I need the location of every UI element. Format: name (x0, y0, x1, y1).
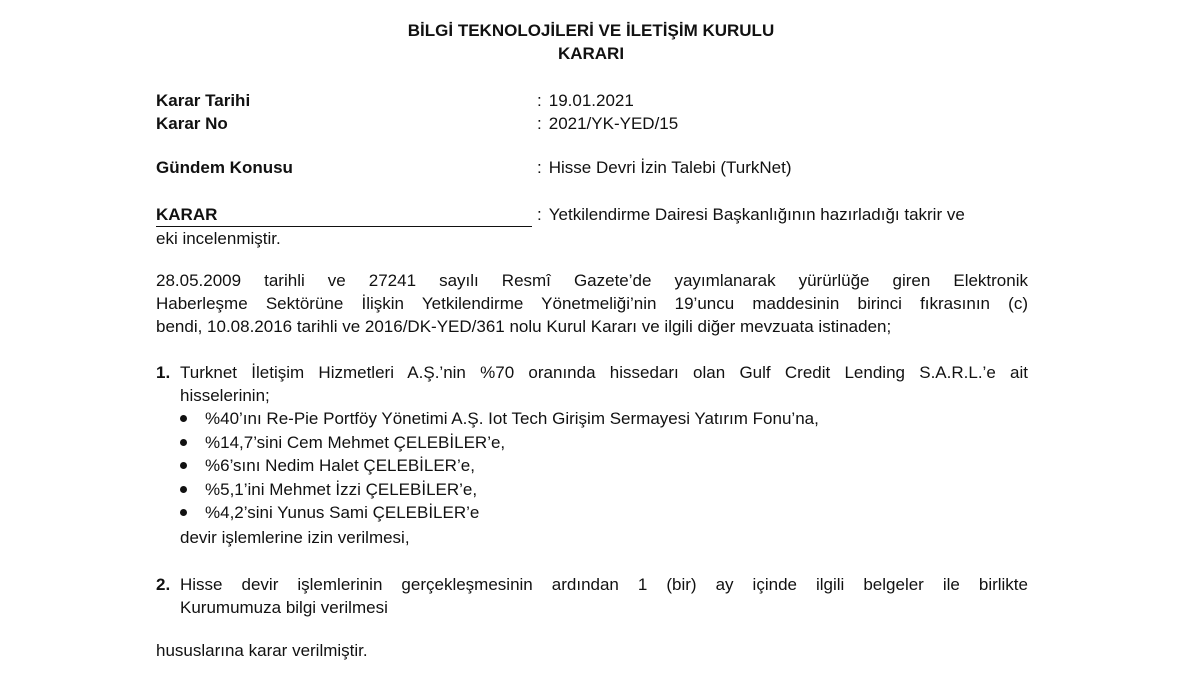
bullet-icon (180, 415, 187, 422)
number-value: 2021/YK-YED/15 (548, 114, 679, 133)
colon: : (537, 114, 542, 133)
item-2-text (180, 573, 1028, 619)
bullet-icon (180, 439, 187, 446)
number-label: Karar No (156, 114, 228, 133)
date-value-row (537, 90, 634, 111)
karar-text-line1: Yetkilendirme Dairesi Başkanlığının hazırladığı takrir ve (548, 205, 965, 224)
list-item-text: %6’sını Nedim Halet ÇELEBİLER’e, (205, 456, 475, 475)
item-line: Kurumumuza bilgi verilmesi (180, 598, 388, 617)
agenda-value-row (537, 157, 792, 178)
closing-statement: hususlarına karar verilmiştir. (156, 641, 368, 660)
colon: : (537, 205, 542, 224)
karar-label: KARAR (156, 204, 532, 227)
date-label: Karar Tarihi (156, 91, 251, 110)
date-value: 19.01.2021 (548, 91, 634, 110)
document-subtitle: KARARI (557, 44, 625, 63)
colon: : (537, 91, 542, 110)
document-title: BİLGİ TEKNOLOJİLERİ VE İLETİŞİM KURULU (407, 21, 775, 40)
list-item (180, 407, 819, 431)
list-item (180, 431, 819, 455)
agenda-label: Gündem Konusu (156, 158, 293, 177)
bullet-icon (180, 462, 187, 469)
list-item-text: %40’ını Re-Pie Portföy Yönetimi A.Ş. Iot Tech Girişim Sermayesi Yatırım Fonu’na, (205, 409, 819, 428)
intro-line: bendi, 10.08.2016 tarihli ve 2016/DK-YED/361 nolu Kurul Kararı ve ilgili diğer mevzuata istinaden; (156, 317, 892, 336)
intro-line: 28.05.2009 tarihli ve 27241 sayılı Resmî Gazete’de yayımlanarak yürürlüğe giren Elektronik (156, 271, 1028, 290)
karar-text-row (537, 204, 965, 225)
intro-line: Haberleşme Sektörüne İlişkin Yetkilendirme Yönetmeliği’nin 19’uncu maddesinin birinci fıkrasının (c) (156, 294, 1028, 313)
item-line: hisselerinin; (180, 386, 270, 405)
list-item (180, 501, 819, 525)
item-1-conclusion: devir işlemlerine izin verilmesi, (180, 528, 410, 547)
item-line: Turknet İletişim Hizmetleri A.Ş.’nin %70 oranında hissedarı olan Gulf Credit Lending S.A.R.L.’e ait (180, 363, 1028, 382)
bullet-icon (180, 486, 187, 493)
list-item (180, 478, 819, 502)
share-transfer-list (180, 407, 819, 525)
item-1-text (180, 361, 1028, 407)
item-number: 1. (156, 363, 171, 382)
list-item-text: %4,2’sini Yunus Sami ÇELEBİLER’e (205, 503, 480, 522)
item-line: Hisse devir işlemlerinin gerçekleşmesinin ardından 1 (bir) ay içinde ilgili belgeler ile birlikte (180, 575, 1028, 594)
bullet-icon (180, 509, 187, 516)
item-number: 2. (156, 575, 171, 594)
agenda-value: Hisse Devri İzin Talebi (TurkNet) (548, 158, 792, 177)
list-item-text: %14,7’sini Cem Mehmet ÇELEBİLER’e, (205, 432, 506, 452)
colon: : (537, 158, 542, 177)
list-item-text: %5,1’ini Mehmet İzzi ÇELEBİLER’e, (205, 479, 478, 499)
intro-paragraph (156, 269, 1028, 338)
number-value-row (537, 113, 678, 134)
karar-text-line2: eki incelenmiştir. (156, 229, 281, 248)
list-item (180, 454, 819, 478)
